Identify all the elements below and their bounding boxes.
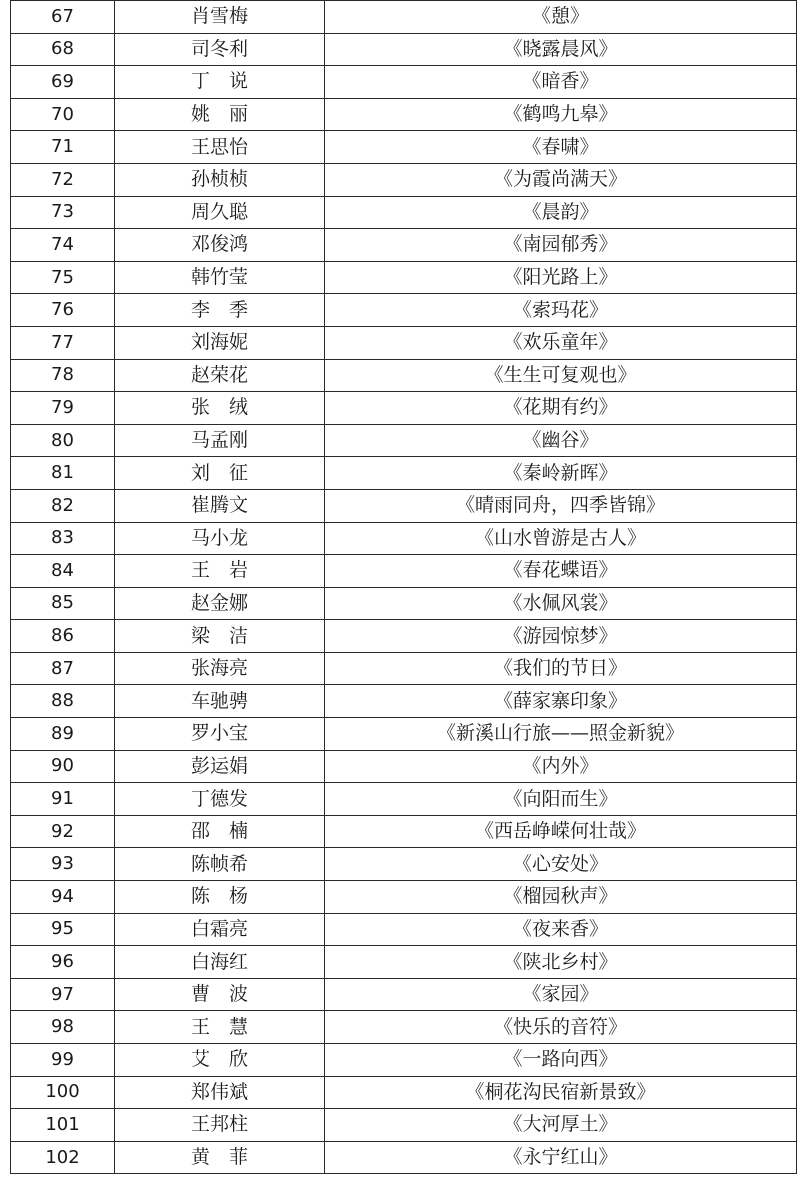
work-title-cell: 《晴雨同舟，四季皆锦》 [325,489,797,522]
work-title-cell: 《晓露晨风》 [325,33,797,66]
row-number-cell: 101 [11,1109,115,1142]
table-row [11,555,797,588]
row-number-cell: 91 [11,783,115,816]
work-title-cell: 《水佩风裳》 [325,587,797,620]
row-number-cell: 68 [11,33,115,66]
table-row [11,783,797,816]
table-row [11,66,797,99]
table-row [11,946,797,979]
work-title-cell: 《为霞尚满天》 [325,163,797,196]
table-row [11,1076,797,1109]
work-title-cell: 《鹤鸣九皋》 [325,98,797,131]
author-name-cell: 刘 征 [115,457,325,490]
author-name-cell: 司冬利 [115,33,325,66]
table-row [11,913,797,946]
row-number-cell: 93 [11,848,115,881]
table-row [11,392,797,425]
work-title-cell: 《索玛花》 [325,294,797,327]
author-name-cell: 赵荣花 [115,359,325,392]
author-name-cell: 郑伟斌 [115,1076,325,1109]
work-title-cell: 《憩》 [325,1,797,34]
author-name-cell: 刘海妮 [115,326,325,359]
work-title-cell: 《一路向西》 [325,1044,797,1077]
work-title-cell: 《心安处》 [325,848,797,881]
table-row [11,98,797,131]
work-title-cell: 《春花蝶语》 [325,555,797,588]
row-number-cell: 94 [11,881,115,914]
table-row [11,457,797,490]
author-name-cell: 姚 丽 [115,98,325,131]
work-title-cell: 《榴园秋声》 [325,881,797,914]
row-number-cell: 72 [11,163,115,196]
award-list-table [10,0,797,1174]
table-row [11,261,797,294]
row-number-cell: 92 [11,815,115,848]
row-number-cell: 99 [11,1044,115,1077]
author-name-cell: 曹 波 [115,978,325,1011]
row-number-cell: 95 [11,913,115,946]
author-name-cell: 车驰骋 [115,685,325,718]
table-row [11,750,797,783]
work-title-cell: 《山水曾游是古人》 [325,522,797,555]
work-title-cell: 《大河厚土》 [325,1109,797,1142]
row-number-cell: 69 [11,66,115,99]
table-row [11,815,797,848]
table-row [11,33,797,66]
author-name-cell: 王 慧 [115,1011,325,1044]
table-row [11,359,797,392]
author-name-cell: 李 季 [115,294,325,327]
author-name-cell: 邓俊鸿 [115,229,325,262]
table-row [11,718,797,751]
work-title-cell: 《西岳峥嵘何壮哉》 [325,815,797,848]
table-row [11,522,797,555]
row-number-cell: 84 [11,555,115,588]
author-name-cell: 周久聪 [115,196,325,229]
row-number-cell: 78 [11,359,115,392]
work-title-cell: 《陕北乡村》 [325,946,797,979]
author-name-cell: 肖雪梅 [115,1,325,34]
work-title-cell: 《阳光路上》 [325,261,797,294]
row-number-cell: 80 [11,424,115,457]
table-row [11,489,797,522]
table-row [11,978,797,1011]
work-title-cell: 《我们的节日》 [325,652,797,685]
row-number-cell: 77 [11,326,115,359]
table-row [11,1044,797,1077]
row-number-cell: 100 [11,1076,115,1109]
table-row [11,620,797,653]
row-number-cell: 83 [11,522,115,555]
table-row [11,229,797,262]
table-row [11,163,797,196]
work-title-cell: 《夜来香》 [325,913,797,946]
row-number-cell: 85 [11,587,115,620]
author-name-cell: 王邦柱 [115,1109,325,1142]
work-title-cell: 《晨韵》 [325,196,797,229]
table-row [11,131,797,164]
table-row [11,848,797,881]
author-name-cell: 邵 楠 [115,815,325,848]
table-row [11,1011,797,1044]
work-title-cell: 《南园郁秀》 [325,229,797,262]
author-name-cell: 白霜亮 [115,913,325,946]
row-number-cell: 70 [11,98,115,131]
row-number-cell: 73 [11,196,115,229]
author-name-cell: 马小龙 [115,522,325,555]
work-title-cell: 《秦岭新晖》 [325,457,797,490]
row-number-cell: 98 [11,1011,115,1044]
table-row [11,587,797,620]
table-row [11,1141,797,1174]
table-row [11,326,797,359]
row-number-cell: 71 [11,131,115,164]
author-name-cell: 梁 洁 [115,620,325,653]
row-number-cell: 75 [11,261,115,294]
row-number-cell: 97 [11,978,115,1011]
author-name-cell: 韩竹莹 [115,261,325,294]
author-name-cell: 黄 菲 [115,1141,325,1174]
row-number-cell: 89 [11,718,115,751]
work-title-cell: 《薛家寨印象》 [325,685,797,718]
work-title-cell: 《花期有约》 [325,392,797,425]
author-name-cell: 赵金娜 [115,587,325,620]
work-title-cell: 《内外》 [325,750,797,783]
author-name-cell: 丁德发 [115,783,325,816]
author-name-cell: 陈帧希 [115,848,325,881]
author-name-cell: 陈 杨 [115,881,325,914]
work-title-cell: 《春啸》 [325,131,797,164]
work-title-cell: 《暗香》 [325,66,797,99]
work-title-cell: 《家园》 [325,978,797,1011]
table-row [11,294,797,327]
table-row [11,424,797,457]
author-name-cell: 孙桢桢 [115,163,325,196]
row-number-cell: 90 [11,750,115,783]
table-row [11,685,797,718]
row-number-cell: 87 [11,652,115,685]
author-name-cell: 罗小宝 [115,718,325,751]
work-title-cell: 《幽谷》 [325,424,797,457]
row-number-cell: 86 [11,620,115,653]
table-row [11,881,797,914]
author-name-cell: 艾 欣 [115,1044,325,1077]
author-name-cell: 崔腾文 [115,489,325,522]
row-number-cell: 82 [11,489,115,522]
work-title-cell: 《游园惊梦》 [325,620,797,653]
work-title-cell: 《向阳而生》 [325,783,797,816]
award-list-body [11,1,797,1174]
row-number-cell: 96 [11,946,115,979]
author-name-cell: 彭运娟 [115,750,325,783]
table-row [11,1,797,34]
author-name-cell: 张海亮 [115,652,325,685]
row-number-cell: 102 [11,1141,115,1174]
table-row [11,196,797,229]
author-name-cell: 王 岩 [115,555,325,588]
row-number-cell: 81 [11,457,115,490]
row-number-cell: 88 [11,685,115,718]
author-name-cell: 王思怡 [115,131,325,164]
table-row [11,652,797,685]
work-title-cell: 《欢乐童年》 [325,326,797,359]
author-name-cell: 马孟刚 [115,424,325,457]
work-title-cell: 《永宁红山》 [325,1141,797,1174]
row-number-cell: 79 [11,392,115,425]
author-name-cell: 张 绒 [115,392,325,425]
work-title-cell: 《桐花沟民宿新景致》 [325,1076,797,1109]
row-number-cell: 76 [11,294,115,327]
author-name-cell: 丁 说 [115,66,325,99]
table-row [11,1109,797,1142]
author-name-cell: 白海红 [115,946,325,979]
work-title-cell: 《新溪山行旅——照金新貌》 [325,718,797,751]
row-number-cell: 74 [11,229,115,262]
work-title-cell: 《快乐的音符》 [325,1011,797,1044]
row-number-cell: 67 [11,1,115,34]
work-title-cell: 《生生可复观也》 [325,359,797,392]
